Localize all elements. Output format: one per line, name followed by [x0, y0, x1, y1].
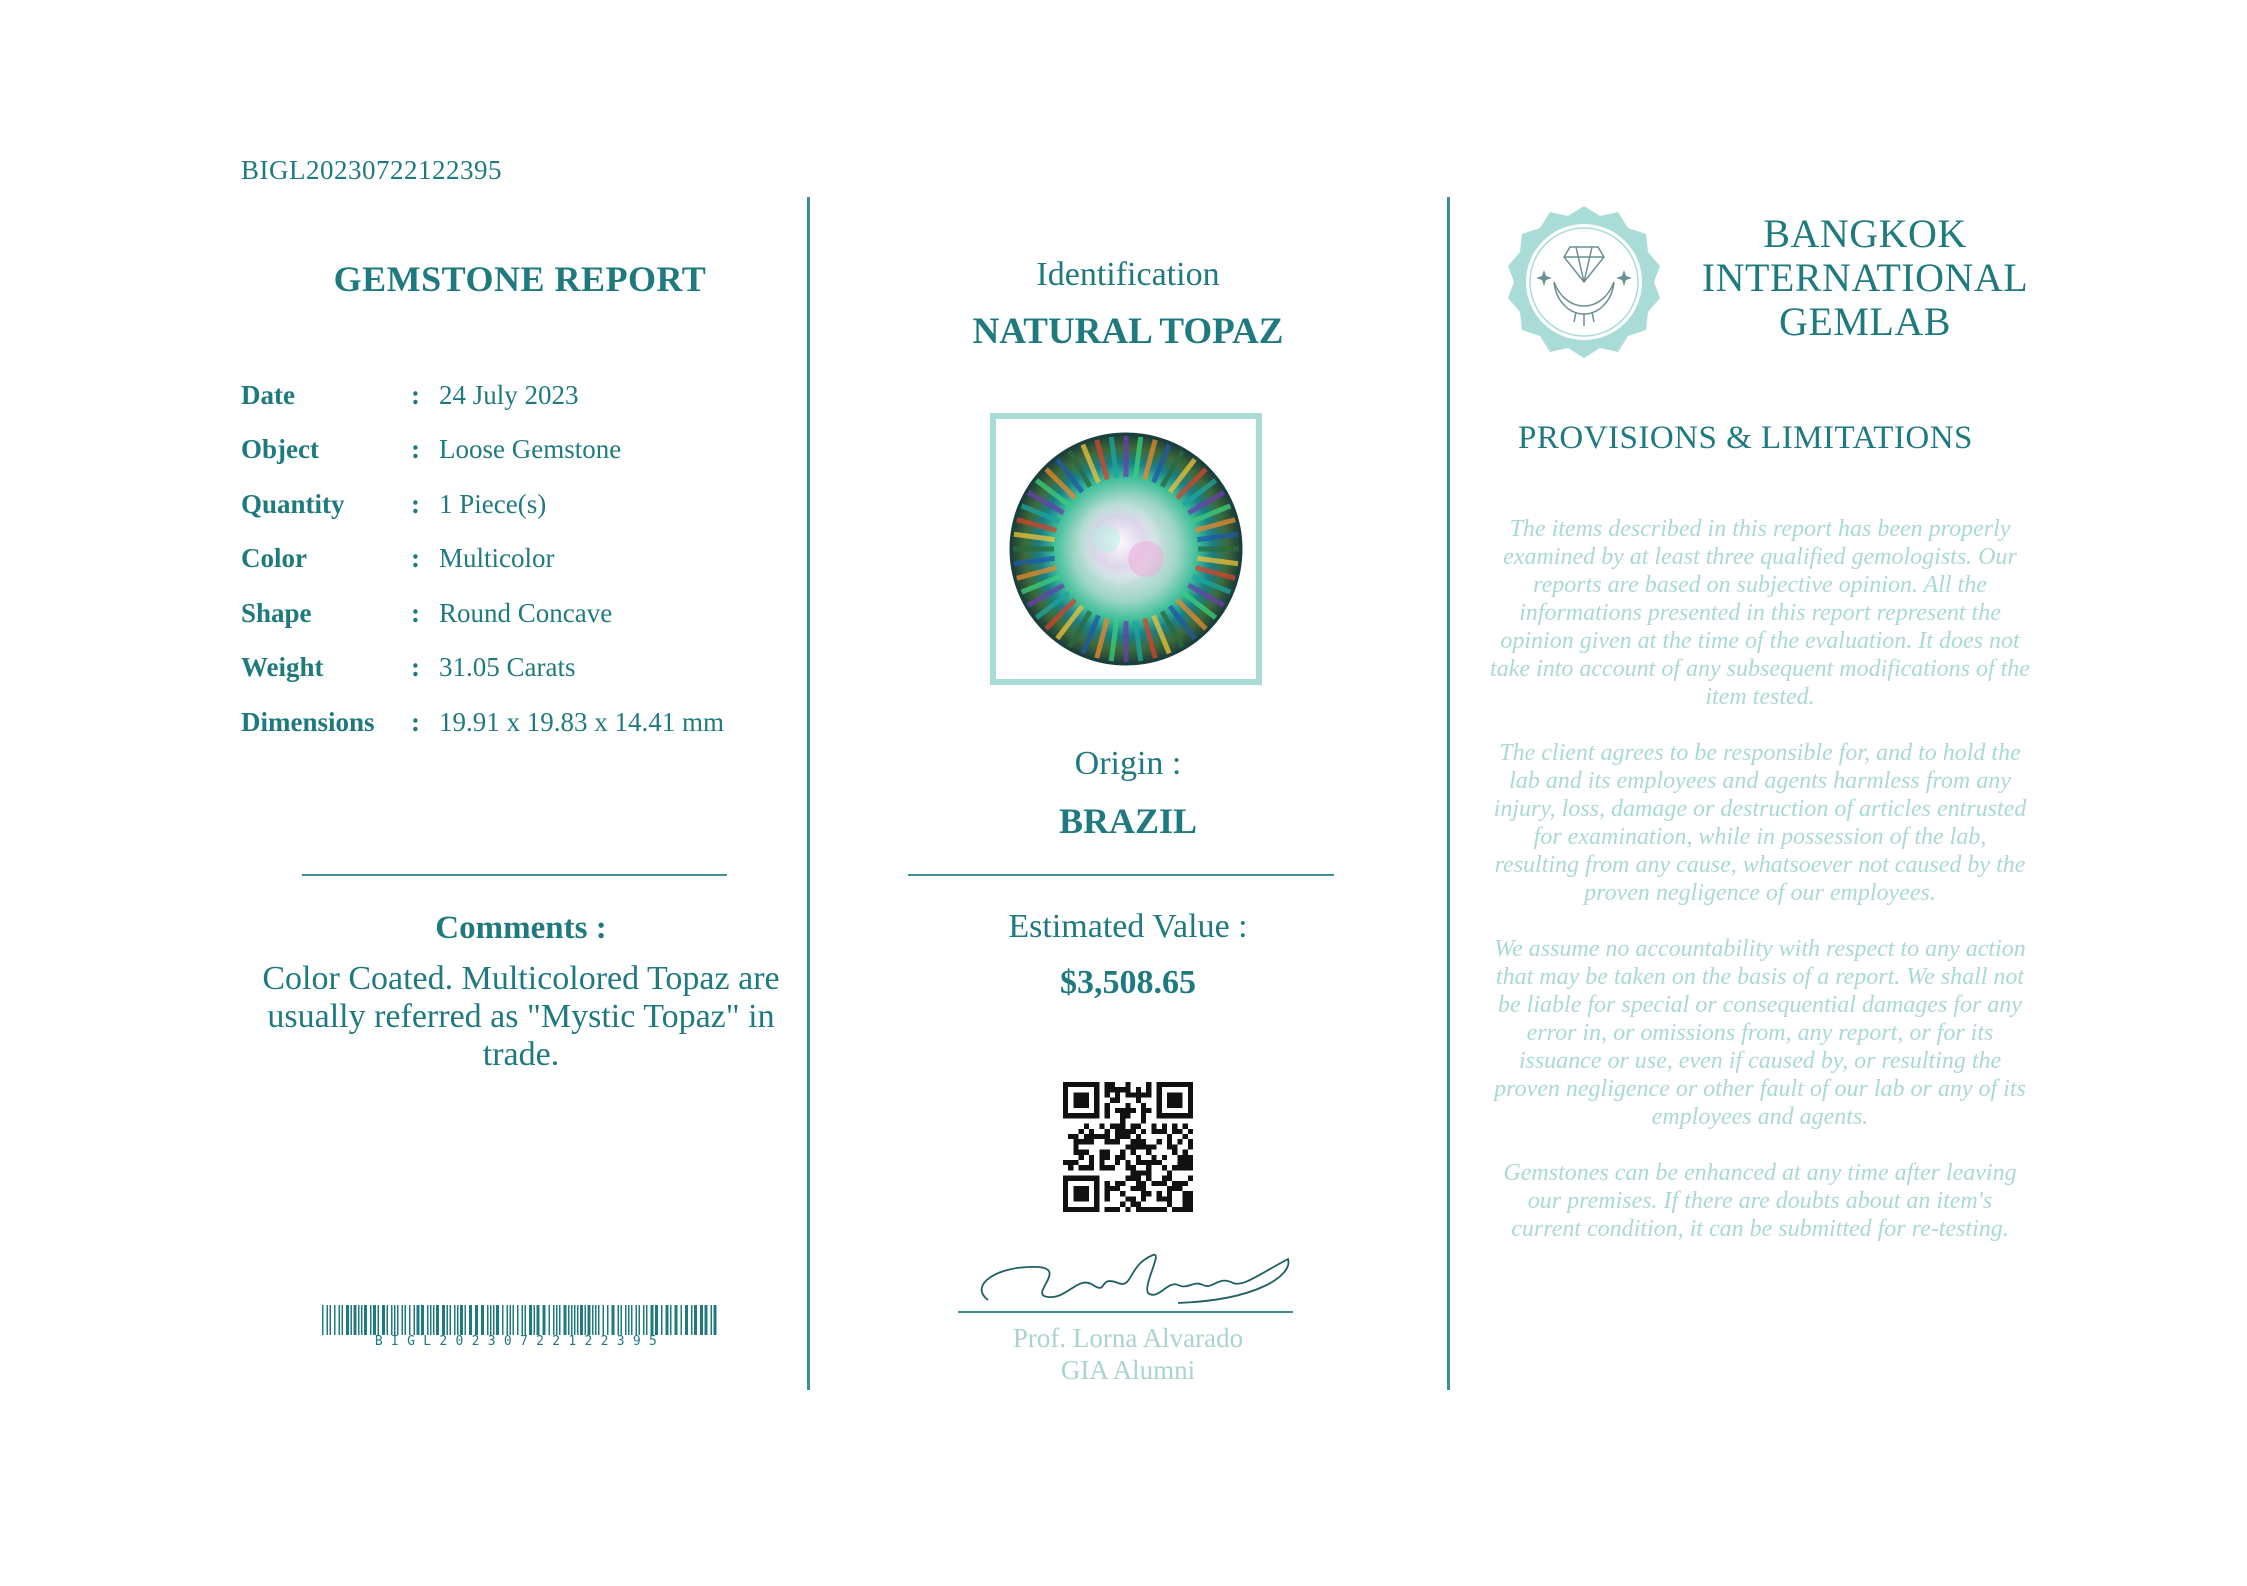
- barcode: [322, 1305, 718, 1335]
- detail-value: Loose Gemstone: [439, 434, 622, 465]
- detail-row-date: [241, 368, 801, 423]
- provisions-paragraph: The client agrees to be responsible for, and to hold the lab and its employees and agents harmless from any injury, loss, damage or destruction of articles entrusted for examination, while in possession of the lab, resulting from any cause, whatsoever not caused by the proven negligence of our employees.: [1493, 740, 2027, 906]
- report-title: GEMSTONE REPORT: [333, 259, 707, 299]
- origin-label: Origin :: [1074, 745, 1182, 782]
- detail-label: Shape: [241, 597, 312, 628]
- detail-label: Quantity: [241, 488, 345, 519]
- detail-label: Date: [241, 379, 295, 410]
- detail-colon: :: [411, 652, 420, 683]
- value-divider: [908, 874, 1334, 876]
- detail-colon: :: [411, 488, 420, 519]
- detail-value: 19.91 x 19.83 x 14.41 mm: [439, 706, 725, 737]
- lab-name-line3: GEMLAB: [1779, 299, 1951, 344]
- detail-label: Weight: [241, 652, 324, 683]
- provisions-paragraph: Gemstones can be enhanced at any time after leaving our premises. If there are doubts about an item's current condition, it can be submitted for re-testing.: [1503, 1160, 2017, 1242]
- identification-label: Identification: [1036, 256, 1220, 293]
- detail-row-object: [241, 423, 801, 478]
- signatory-name: Prof. Lorna Alvarado: [1012, 1323, 1244, 1353]
- detail-label: Object: [241, 434, 319, 465]
- details-table: [241, 368, 801, 750]
- signatory: [808, 1322, 1448, 1386]
- comments-divider: [302, 874, 727, 876]
- lab-name: [1665, 212, 2065, 344]
- comments-text: Color Coated. Multicolored Topaz are usually referred as "Mystic Topaz" in trade.: [262, 960, 780, 1073]
- detail-label: Color: [241, 543, 307, 574]
- signatory-credential: GIA Alumni: [1060, 1355, 1196, 1385]
- origin-value: BRAZIL: [1058, 801, 1198, 841]
- report-number: BIGL20230722122395: [241, 155, 502, 185]
- lab-logo-icon: [1504, 202, 1664, 362]
- detail-value: 31.05 Carats: [439, 652, 576, 683]
- detail-value: 1 Piece(s): [439, 488, 547, 519]
- identification-value: NATURAL TOPAZ: [972, 311, 1284, 352]
- detail-label: Dimensions: [241, 706, 375, 737]
- detail-row-shape: [241, 586, 801, 641]
- signature: [958, 1245, 1293, 1315]
- detail-colon: :: [411, 597, 420, 628]
- detail-row-color: [241, 532, 801, 587]
- column-divider-right: [1447, 197, 1450, 1390]
- provisions-paragraph: We assume no accountability with respect to any action that may be taken on the basis of a report. We shall not be liable for special or consequential damages for any error in, or omissions from, any report, or for its issuance or use, even if caused by, or resulting the proven negligence or other fault of our lab or any of its employees and agents.: [1494, 936, 2026, 1130]
- estimated-value: $3,508.65: [1060, 964, 1196, 1001]
- detail-row-dimensions: [241, 695, 801, 750]
- gem-photo-frame: [990, 413, 1262, 685]
- detail-value: Multicolor: [439, 543, 555, 574]
- detail-colon: :: [411, 706, 420, 737]
- column-divider-left: [807, 197, 810, 1390]
- lab-name-line2: INTERNATIONAL: [1701, 255, 2029, 300]
- detail-value: Round Concave: [439, 597, 613, 628]
- provisions-text: [1490, 515, 2030, 1271]
- detail-colon: :: [411, 434, 420, 465]
- gem-photo: [996, 419, 1256, 679]
- comments-heading: Comments :: [435, 910, 607, 946]
- provisions-title: PROVISIONS & LIMITATIONS: [1518, 420, 1973, 456]
- qr-code: [1063, 1082, 1193, 1212]
- barcode-text: BIGL20230722122395: [374, 1334, 666, 1349]
- detail-row-quantity: [241, 477, 801, 532]
- provisions-paragraph: The items described in this report has been properly examined by at least three qualified gemologists. Our reports are based on subjective opinion. All the informations presented in this report represent the opinion given at the time of the evaluation. It does not take into account of any subsequent modifications of the item tested.: [1490, 516, 2030, 710]
- detail-value: 24 July 2023: [439, 379, 579, 410]
- detail-row-weight: [241, 641, 801, 696]
- estimated-value-label: Estimated Value :: [1008, 908, 1248, 945]
- lab-name-line1: BANGKOK: [1763, 211, 1967, 256]
- detail-colon: :: [411, 379, 420, 410]
- detail-colon: :: [411, 543, 420, 574]
